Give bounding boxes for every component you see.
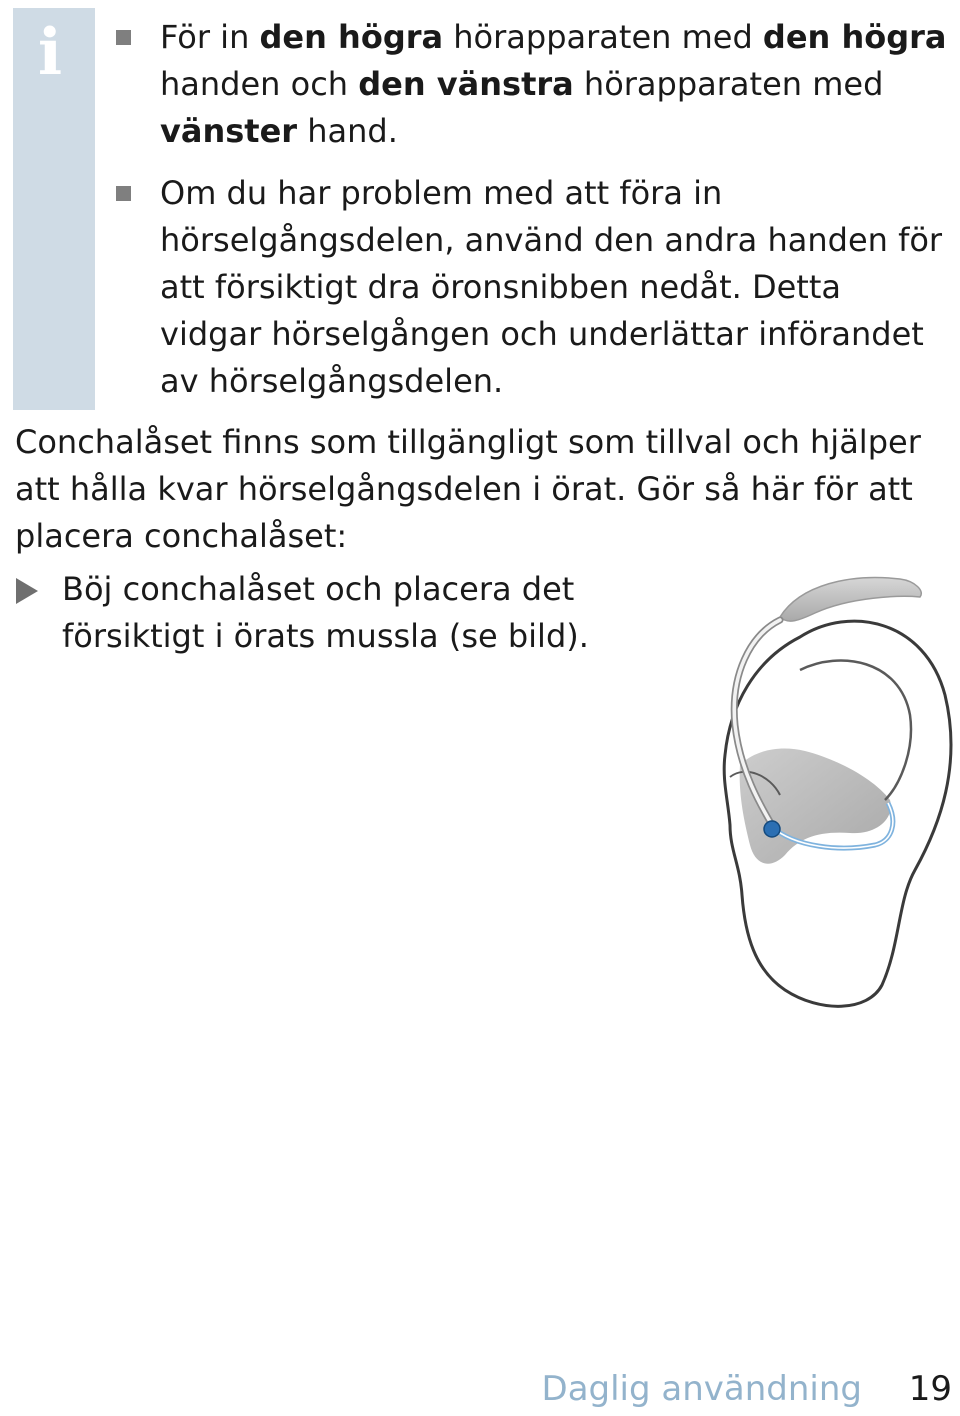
step-text: Böj conchalåset och placera det försiktigt i örats mussla (se bild). [62,570,589,655]
text-segment-bold: den vänstra [358,65,574,103]
info-icon: i [37,15,63,90]
text-segment: För in [160,18,260,56]
text-segment-bold: vänster [160,112,298,150]
footer-section-title: Daglig användning [541,1369,862,1409]
text-segment: hörapparaten med [573,65,884,103]
text-segment: handen och [160,65,359,103]
triangle-arrow-icon [16,578,38,604]
text-segment: hörapparaten med [443,18,763,56]
text-segment: hand. [297,112,398,150]
info-list-item [110,14,950,155]
hearing-aid-housing [780,578,921,622]
info-list [110,14,950,420]
text-segment-bold: den högra [762,18,947,56]
ear-with-hearing-aid-illustration [700,565,960,1020]
earpiece-dome [764,821,780,837]
info-list-item [110,170,950,405]
info-item-text [160,18,947,150]
info-item-text: Om du har problem med att föra in hörselgångsdelen, använd den andra handen för att försiktigt dra öronsnibben nedåt. Detta vidgar hörselgången och underlättar införandet av hörselgångsdelen. [160,174,943,400]
square-bullet-icon [116,186,131,201]
body-paragraph: Conchalåset finns som tillgängligt som tillval och hjälper att hålla kvar hörselgångsdelen i örat. Gör så här för att placera conchalåset: [15,423,921,555]
page-number: 19 [908,1369,952,1409]
text-segment-bold: den högra [259,18,444,56]
square-bullet-icon [116,30,131,45]
instruction-step [15,566,682,660]
